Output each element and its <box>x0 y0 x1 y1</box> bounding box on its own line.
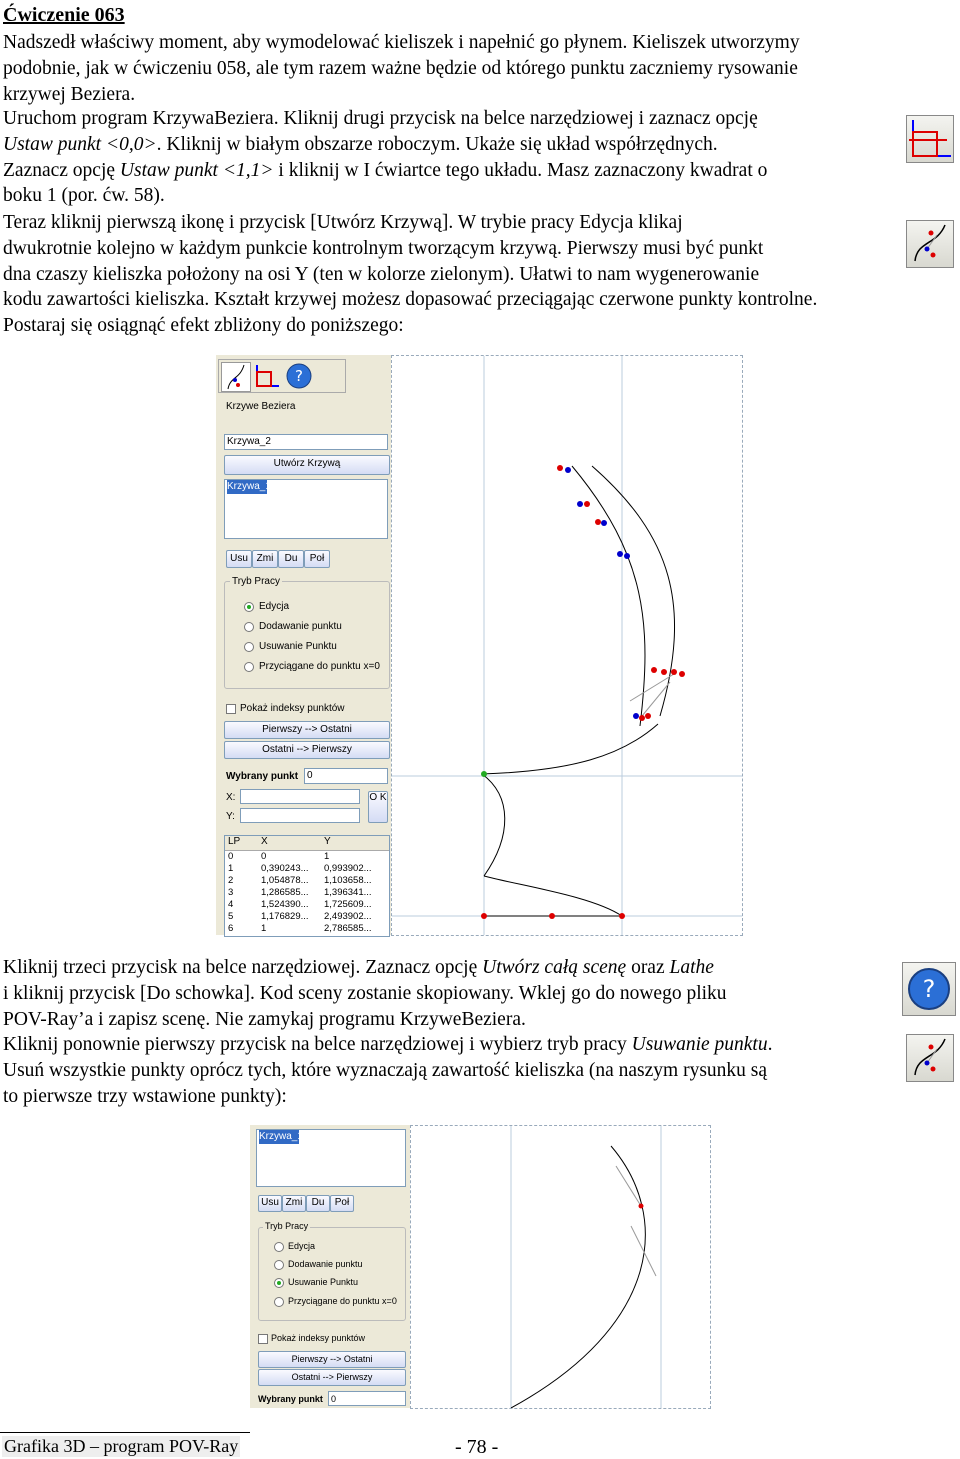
selected-point-field[interactable]: 0 <box>304 768 388 784</box>
curve-paragraph-cont <box>3 287 958 339</box>
text-line: podobnie, jak w ćwiczeniu 058, ale tym razem ważne będzie od którego punktu zaczniemy rysowanie <box>3 57 798 79</box>
mode-group-title: Tryb Pracy <box>232 576 280 587</box>
last-to-first-button[interactable]: Ostatni --> Pierwszy <box>224 741 390 759</box>
table-cell: 1,286585... <box>261 887 309 898</box>
table-cell: 3 <box>228 887 234 898</box>
bezier-curve-icon <box>906 220 954 268</box>
mode-label: Edycja <box>259 601 290 612</box>
show-indices-label: Pokaż indeksy punktów <box>271 1333 366 1343</box>
list-item[interactable]: Krzywa_1 <box>227 481 271 492</box>
table-cell: 1,524390... <box>261 899 309 910</box>
mode-radio-snap[interactable] <box>244 662 254 672</box>
curve-paragraph <box>3 210 891 287</box>
table-row[interactable] <box>225 899 389 911</box>
table-row[interactable] <box>225 851 389 863</box>
x-input[interactable] <box>240 789 360 804</box>
table-cell: 1 <box>261 923 267 934</box>
table-cell: 2 <box>228 875 234 886</box>
help-tool-button[interactable] <box>285 362 313 390</box>
table-row[interactable] <box>225 875 389 887</box>
change-button[interactable]: Zmi <box>282 1195 306 1212</box>
x-label: X: <box>226 792 236 803</box>
table-cell: 1 <box>228 863 234 874</box>
text-line: dwukrotnie kolejno w każdym punkcie kontrolnym tworzącym krzywą. Pierwszy musi być punkt <box>3 237 764 259</box>
coordinate-tool-button[interactable] <box>253 362 281 390</box>
mode-radio-edit[interactable] <box>244 602 254 612</box>
mode-label: Dodawanie punktu <box>259 621 342 632</box>
work-area <box>410 1125 711 1409</box>
footer-title: Grafika 3D – program POV-Ray <box>4 1436 239 1456</box>
text-line: kodu zawartości kieliszka. Kształt krzywej możesz dopasować przeciągając czerwone punkty kontrolne. <box>3 289 818 310</box>
delete-button[interactable]: Usu <box>226 550 252 568</box>
table-row[interactable] <box>225 887 389 899</box>
table-cell: 5 <box>228 911 234 922</box>
table-cell: 6 <box>228 923 234 934</box>
join-button[interactable]: Poł <box>330 1195 354 1212</box>
curve-list[interactable] <box>256 1129 406 1187</box>
ok-button[interactable]: O K <box>368 791 388 823</box>
table-row[interactable] <box>225 863 389 875</box>
table-cell: 0,993902... <box>324 863 372 874</box>
bezier-canvas <box>392 356 742 935</box>
mode-label: Usuwanie Punktu <box>288 1277 359 1287</box>
text-line: krzywej Beziera. <box>3 83 136 105</box>
first-to-last-button[interactable]: Pierwszy --> Ostatni <box>258 1351 406 1368</box>
table-cell: 1,103658... <box>324 875 372 886</box>
list-item[interactable]: Krzywa_1 <box>259 1131 303 1142</box>
text-line: Kliknij trzeci przycisk na belce narzędziowej. Zaznacz opcję Utwórz całą scenę oraz Lathe <box>3 957 714 978</box>
text-line: Teraz kliknij pierwszą ikonę i przycisk [Utwórz Krzywą]. W trybie pracy Edycja klikaj <box>3 212 683 233</box>
selected-point-field[interactable]: 0 <box>328 1391 406 1406</box>
mode-label: Przyciągane do punktu x=0 <box>259 661 380 672</box>
table-cell: 2,786585... <box>324 923 372 934</box>
join-button[interactable]: Poł <box>304 550 330 568</box>
mode-radio-remove[interactable] <box>244 642 254 652</box>
program-screenshot-1 <box>216 355 742 935</box>
duplicate-button[interactable]: Du <box>306 1195 330 1212</box>
show-indices-checkbox[interactable] <box>258 1334 268 1344</box>
coordinate-system-icon <box>906 115 954 163</box>
svg-text:?: ? <box>295 367 303 385</box>
bezier-tool-button[interactable] <box>221 362 251 392</box>
bezier-curve-icon <box>906 1034 954 1082</box>
last-to-first-button[interactable]: Ostatni --> Pierwszy <box>258 1369 406 1386</box>
duplicate-button[interactable]: Du <box>278 550 304 568</box>
points-table <box>224 835 390 937</box>
selected-point-label: Wybrany punkt <box>226 771 299 782</box>
column-header: LP <box>228 836 241 847</box>
text-line: Ustaw punkt <0,0>. Kliknij w białym obszarze roboczym. Ukaże się układ współrzędnych. <box>3 133 718 155</box>
change-button[interactable]: Zmi <box>252 550 278 568</box>
mode-radio-add[interactable] <box>274 1260 284 1270</box>
column-header: X <box>261 836 268 847</box>
scene-paragraph <box>3 955 883 1032</box>
mode-group-title: Tryb Pracy <box>265 1221 309 1231</box>
table-cell: 0 <box>261 851 267 862</box>
table-cell: 2,493902... <box>324 911 372 922</box>
text-line: dna czaszy kieliszka położony na osi Y (ten w kolorze zielonym). Ułatwi to nam wygenerowanie <box>3 263 760 285</box>
curve-name-input[interactable]: Krzywa_2 <box>224 434 388 450</box>
panel-title: Krzywe Beziera <box>226 401 296 412</box>
text-line: to pierwsze trzy wstawione punkty): <box>3 1085 287 1107</box>
text-line: Kliknij ponownie pierwszy przycisk na belce narzędziowej i wybierz tryb pracy Usuwanie punktu. <box>3 1034 773 1055</box>
mode-radio-snap[interactable] <box>274 1297 284 1307</box>
text-line: i kliknij przycisk [Do schowka]. Kod sceny zostanie skopiowany. Wklej go do nowego pliku <box>3 982 727 1004</box>
toolbar <box>218 359 346 393</box>
text-line: POV-Ray’a i zapisz scenę. Nie zamykaj programu KrzyweBeziera. <box>3 1008 526 1030</box>
text-line: Usuń wszystkie punkty oprócz tych, które wyznaczają zawartość kieliszka (na naszym rysunku są <box>3 1059 768 1081</box>
mode-group <box>258 1227 406 1321</box>
y-input[interactable] <box>240 808 360 823</box>
bezier-canvas <box>411 1126 710 1408</box>
setup-paragraph <box>3 106 891 209</box>
text-line: Postaraj się osiągnąć efekt zbliżony do poniższego: <box>3 314 404 336</box>
mode-radio-remove[interactable] <box>274 1278 284 1288</box>
text-line: boku 1 (por. ćw. 58). <box>3 185 165 207</box>
table-cell: 0,390243... <box>261 863 309 874</box>
table-row[interactable] <box>225 911 389 923</box>
table-cell: 1,396341... <box>324 887 372 898</box>
table-header <box>225 836 389 851</box>
page-number: - 78 - <box>455 1436 499 1458</box>
work-area <box>391 355 743 936</box>
table-body <box>225 851 389 935</box>
mode-label: Dodawanie punktu <box>288 1259 363 1269</box>
mode-group <box>224 581 390 689</box>
mode-label: Edycja <box>288 1241 316 1251</box>
curve-list[interactable] <box>224 479 388 539</box>
first-to-last-button[interactable]: Pierwszy --> Ostatni <box>224 721 390 739</box>
create-curve-button[interactable]: Utwórz Krzywą <box>224 455 390 475</box>
table-cell: 0 <box>228 851 234 862</box>
table-row[interactable] <box>225 923 389 935</box>
show-indices-checkbox[interactable] <box>226 704 236 714</box>
column-header: Y <box>324 836 331 847</box>
remove-points-paragraph <box>3 1032 891 1109</box>
footer-divider <box>0 1432 250 1433</box>
table-cell: 1,054878... <box>261 875 309 886</box>
mode-label: Przyciągane do punktu x=0 <box>288 1296 397 1306</box>
table-cell: 1,725609... <box>324 899 372 910</box>
mode-radio-add[interactable] <box>244 622 254 632</box>
mode-radio-edit[interactable] <box>274 1242 284 1252</box>
mode-label: Usuwanie Punktu <box>259 641 337 652</box>
exercise-heading: Ćwiczenie 063 <box>3 4 125 26</box>
text-line: Zaznacz opcję Ustaw punkt <1,1> i kliknij w I ćwiartce tego układu. Masz zaznaczony kwadrat o <box>3 159 768 181</box>
selected-point-label: Wybrany punkt <box>258 1394 323 1404</box>
program-screenshot-2 <box>250 1125 710 1408</box>
table-cell: 1,176829... <box>261 911 309 922</box>
help-icon <box>902 962 956 1016</box>
show-indices-label: Pokaż indeksy punktów <box>240 703 345 714</box>
y-label: Y: <box>226 811 235 822</box>
table-cell: 1 <box>324 851 330 862</box>
table-cell: 4 <box>228 899 234 910</box>
text-line: Nadszedł właściwy moment, aby wymodelować kieliszek i napełnić go płynem. Kieliszek utworzymy <box>3 32 800 53</box>
intro-paragraph <box>3 30 958 107</box>
delete-button[interactable]: Usu <box>258 1195 282 1212</box>
text-line: Uruchom program KrzywaBeziera. Kliknij drugi przycisk na belce narzędziowej i zaznacz opcję <box>3 108 758 129</box>
svg-text:?: ? <box>922 975 936 1003</box>
